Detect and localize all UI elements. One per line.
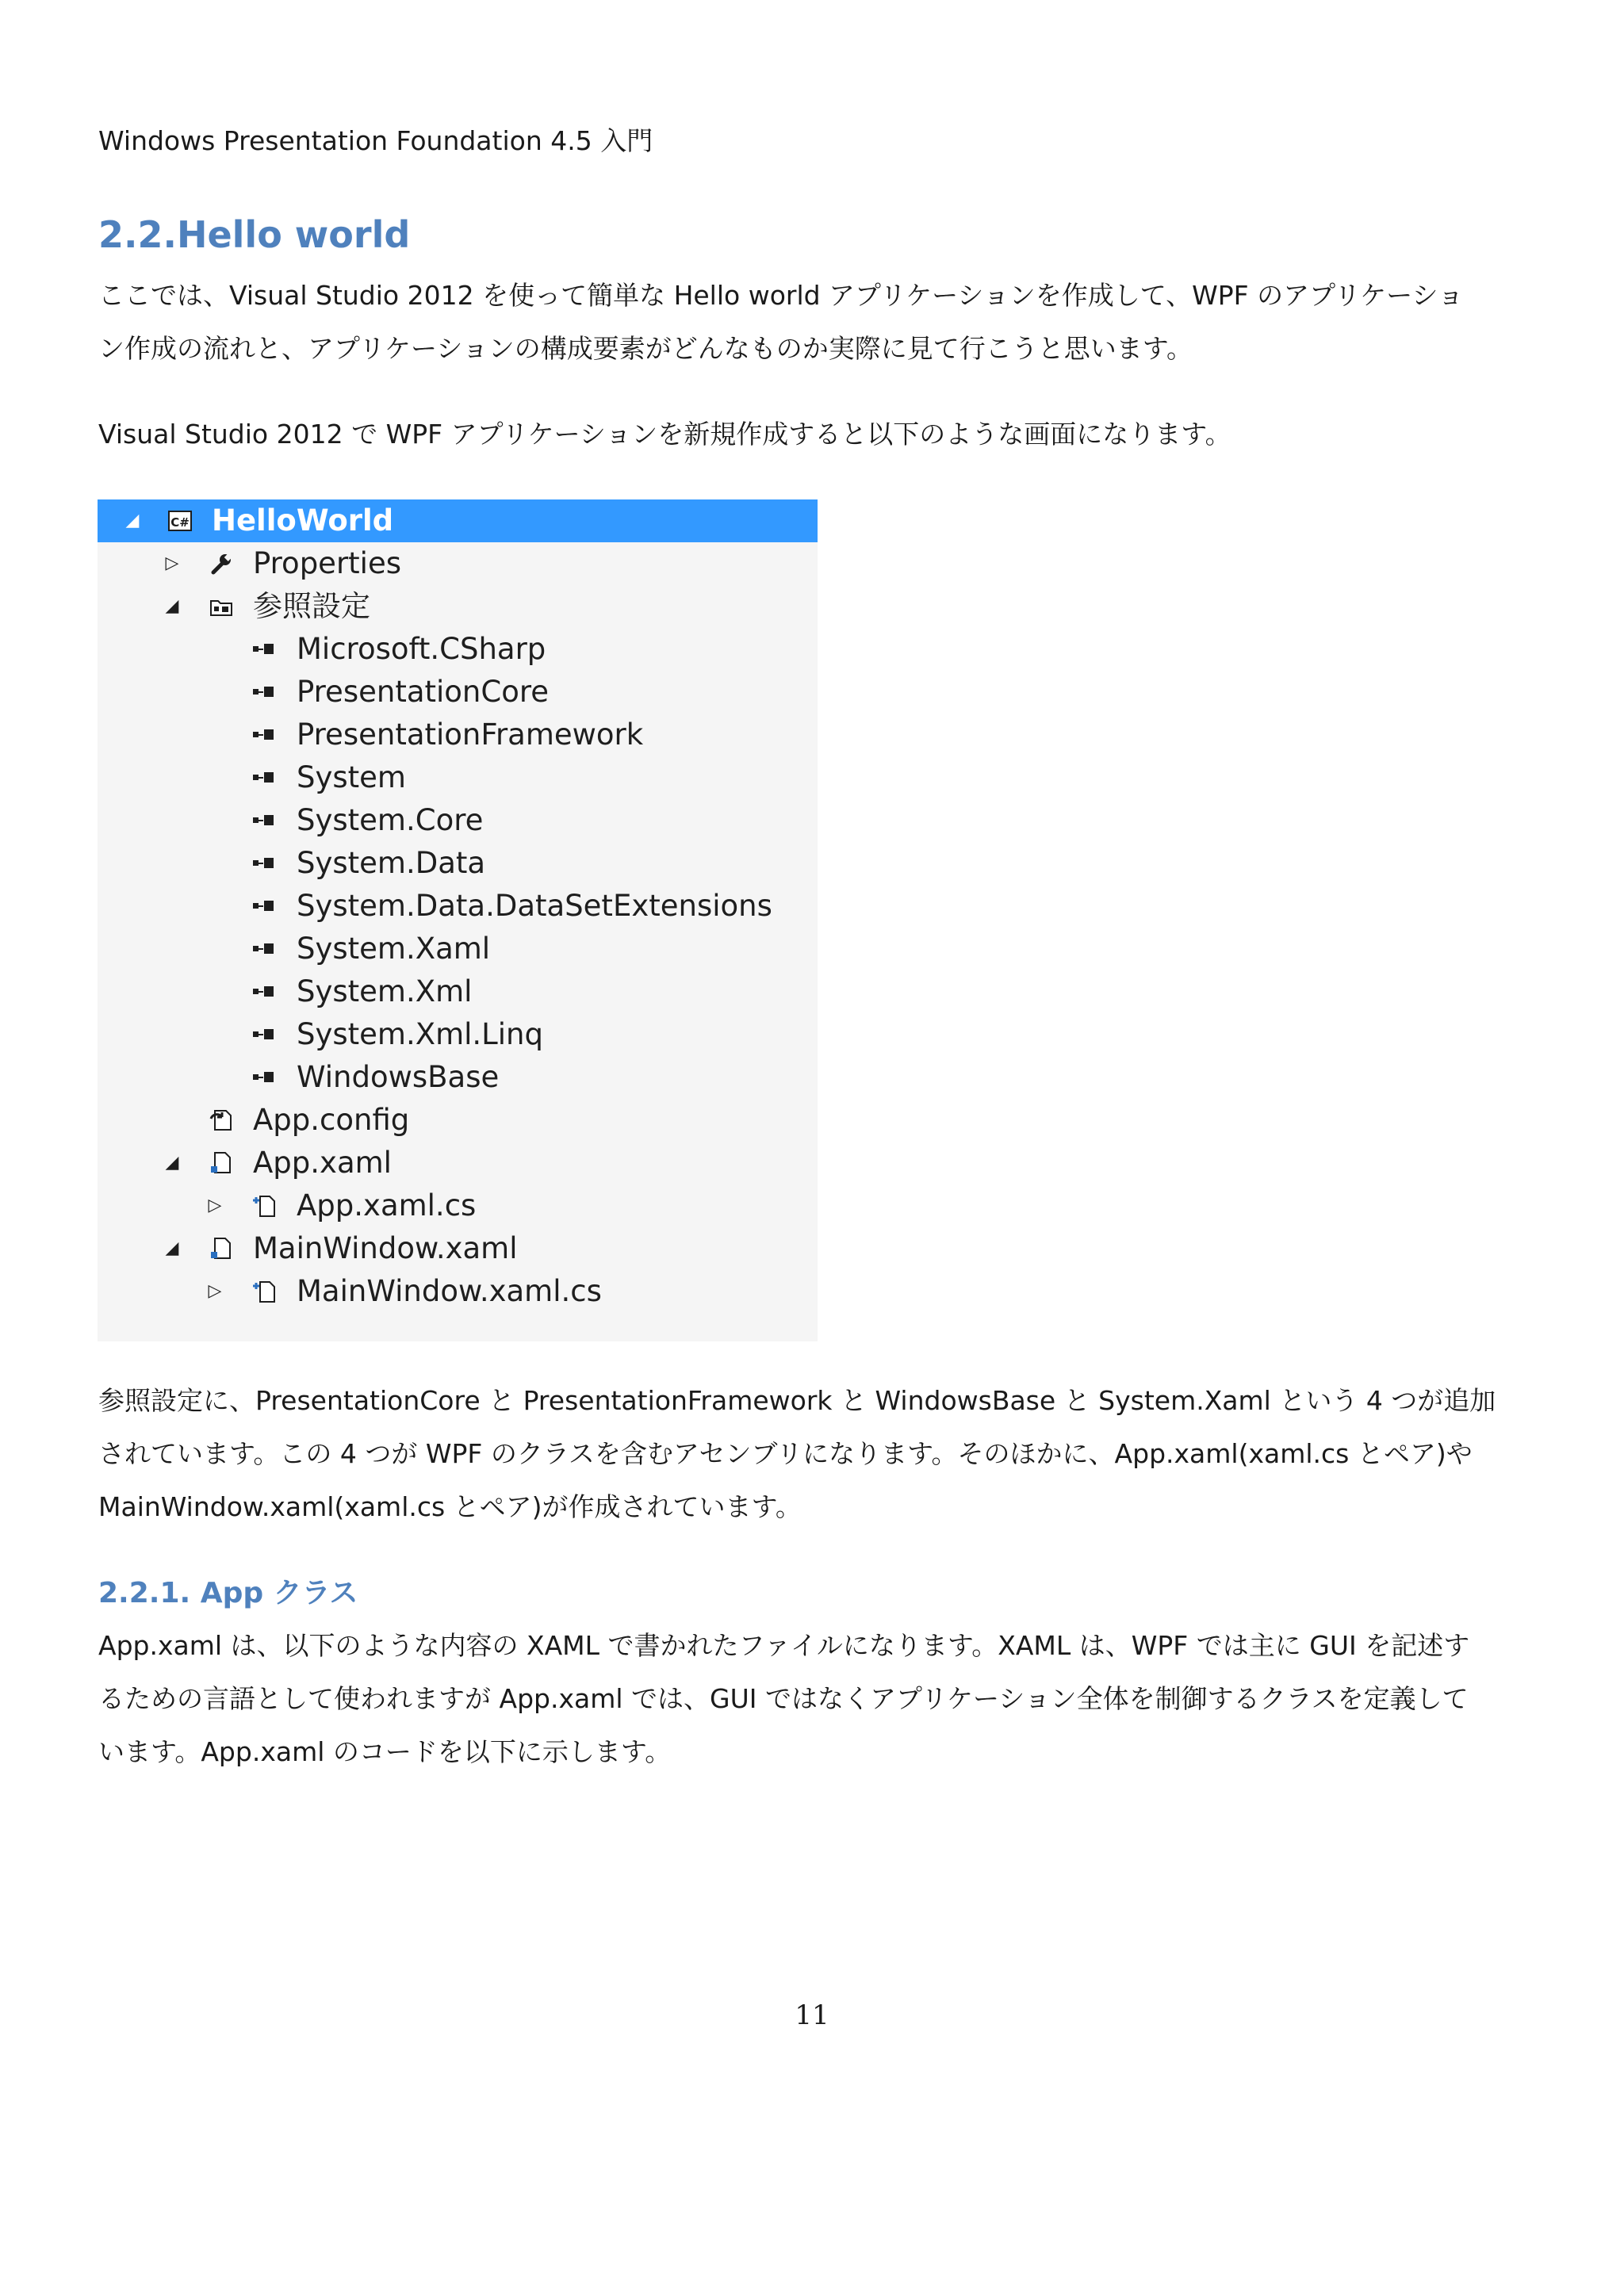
text-line: るための言語として使われますが App.xaml では、GUI ではなくアプリケーション全体を制御するクラスを定義して	[98, 1683, 1469, 1714]
csharp-project-icon	[167, 508, 193, 534]
tree-item-reference[interactable]	[98, 970, 818, 1013]
expand-arrow-icon[interactable]: ◢	[125, 511, 140, 530]
text-line: されています。この 4 つが WPF のクラスを含むアセンブリになります。そのほかに、App.xaml(xaml.cs とペア)や	[98, 1438, 1473, 1469]
after-tree-paragraph	[98, 1374, 1535, 1533]
tree-item-label: System	[297, 760, 406, 794]
page-number: 11	[795, 1999, 829, 2031]
reference-icon	[251, 679, 277, 705]
xaml-file-icon	[209, 1236, 234, 1261]
text-line: App.xaml は、以下のような内容の XAML で書かれたファイルになります。XAML は、WPF では主に GUI を記述す	[98, 1630, 1470, 1661]
reference-icon	[251, 722, 277, 748]
tree-item-label: System.Xml	[297, 974, 473, 1008]
expand-arrow-icon[interactable]: ◢	[165, 1153, 179, 1173]
tree-item-label: MainWindow.xaml	[253, 1231, 518, 1265]
text-line: ここでは、Visual Studio 2012 を使って簡単な Hello world アプリケーションを作成して、WPF のアプリケーショ	[98, 280, 1464, 311]
svg-text:C#: C#	[170, 515, 190, 530]
subsection-paragraph	[98, 1619, 1535, 1778]
xaml-file-icon	[209, 1150, 234, 1176]
tree-item-label: App.xaml.cs	[297, 1188, 477, 1223]
reference-icon	[251, 1022, 277, 1047]
tree-item-reference[interactable]	[98, 1013, 818, 1056]
tree-item-app-xaml[interactable]	[98, 1142, 818, 1184]
references-folder-icon	[209, 594, 234, 619]
reference-icon	[251, 808, 277, 833]
tree-item-label: PresentationCore	[297, 675, 550, 709]
tree-item-label: System.Xaml	[297, 932, 491, 966]
tree-item-label: PresentationFramework	[297, 718, 644, 752]
tree-item-reference[interactable]	[98, 671, 818, 714]
expand-arrow-icon[interactable]: ◢	[165, 1238, 179, 1258]
reference-icon	[251, 894, 277, 919]
tree-item-mainwindow-xaml[interactable]	[98, 1227, 818, 1270]
tree-item-references[interactable]	[98, 585, 818, 628]
tree-item-label: System.Data.DataSetExtensions	[297, 889, 772, 923]
text-line: ン作成の流れと、アプリケーションの構成要素がどんなものか実際に見て行こうと思います。	[98, 333, 1193, 364]
tree-item-helloworld[interactable]	[98, 499, 818, 542]
tree-item-reference[interactable]	[98, 628, 818, 671]
running-header: Windows Presentation Foundation 4.5 入門	[98, 125, 653, 156]
tree-item-label: WindowsBase	[297, 1060, 500, 1094]
tree-item-app-config[interactable]	[98, 1099, 818, 1142]
intro-paragraph-2	[98, 408, 1535, 461]
tree-item-reference[interactable]	[98, 1056, 818, 1099]
subsection-heading: 2.2.1. App クラス	[98, 1577, 358, 1609]
collapsed-arrow-icon[interactable]: ▷	[165, 553, 179, 573]
reference-icon	[251, 851, 277, 876]
tree-item-label: System.Data	[297, 846, 486, 880]
tree-item-label: System.Xml.Linq	[297, 1017, 543, 1051]
wrench-icon	[209, 551, 234, 576]
tree-item-reference[interactable]	[98, 799, 818, 842]
collapsed-arrow-icon[interactable]: ▷	[208, 1281, 222, 1301]
tree-item-reference[interactable]	[98, 928, 818, 970]
tree-item-label: App.xaml	[253, 1146, 392, 1180]
reference-icon	[251, 936, 277, 962]
tree-item-label: Properties	[253, 546, 401, 580]
tree-item-mainwindow-xaml-cs[interactable]	[98, 1270, 818, 1313]
tree-item-label: Microsoft.CSharp	[297, 632, 546, 666]
tree-item-label: 参照設定	[253, 589, 370, 623]
tree-item-label: System.Core	[297, 803, 484, 837]
cs-file-icon	[251, 1193, 277, 1219]
collapsed-arrow-icon[interactable]: ▷	[208, 1196, 222, 1215]
tree-item-label: HelloWorld	[212, 503, 394, 538]
reference-icon	[251, 1065, 277, 1090]
tree-item-reference[interactable]	[98, 714, 818, 756]
tree-item-label: MainWindow.xaml.cs	[297, 1274, 602, 1308]
expand-arrow-icon[interactable]: ◢	[165, 596, 179, 616]
config-file-icon	[209, 1108, 234, 1133]
section-heading: 2.2.Hello world	[98, 213, 411, 256]
intro-paragraph	[98, 269, 1535, 375]
tree-item-reference[interactable]	[98, 885, 818, 928]
text-line: います。App.xaml のコードを以下に示します。	[98, 1736, 672, 1767]
text-line: MainWindow.xaml(xaml.cs とペア)が作成されています。	[98, 1491, 802, 1522]
text-line: Visual Studio 2012 で WPF アプリケーションを新規作成すると以下のような画面になります。	[98, 419, 1231, 450]
tree-item-reference[interactable]	[98, 842, 818, 885]
reference-icon	[251, 637, 277, 662]
text-line: 参照設定に、PresentationCore と PresentationFramework と WindowsBase と System.Xaml という 4 つが追加	[98, 1385, 1496, 1416]
reference-icon	[251, 765, 277, 790]
tree-item-reference[interactable]	[98, 756, 818, 799]
tree-item-label: App.config	[253, 1103, 410, 1137]
cs-file-icon	[251, 1279, 277, 1304]
tree-item-app-xaml-cs[interactable]	[98, 1184, 818, 1227]
tree-item-properties[interactable]	[98, 542, 818, 585]
solution-explorer-screenshot	[98, 499, 818, 1341]
reference-icon	[251, 979, 277, 1004]
